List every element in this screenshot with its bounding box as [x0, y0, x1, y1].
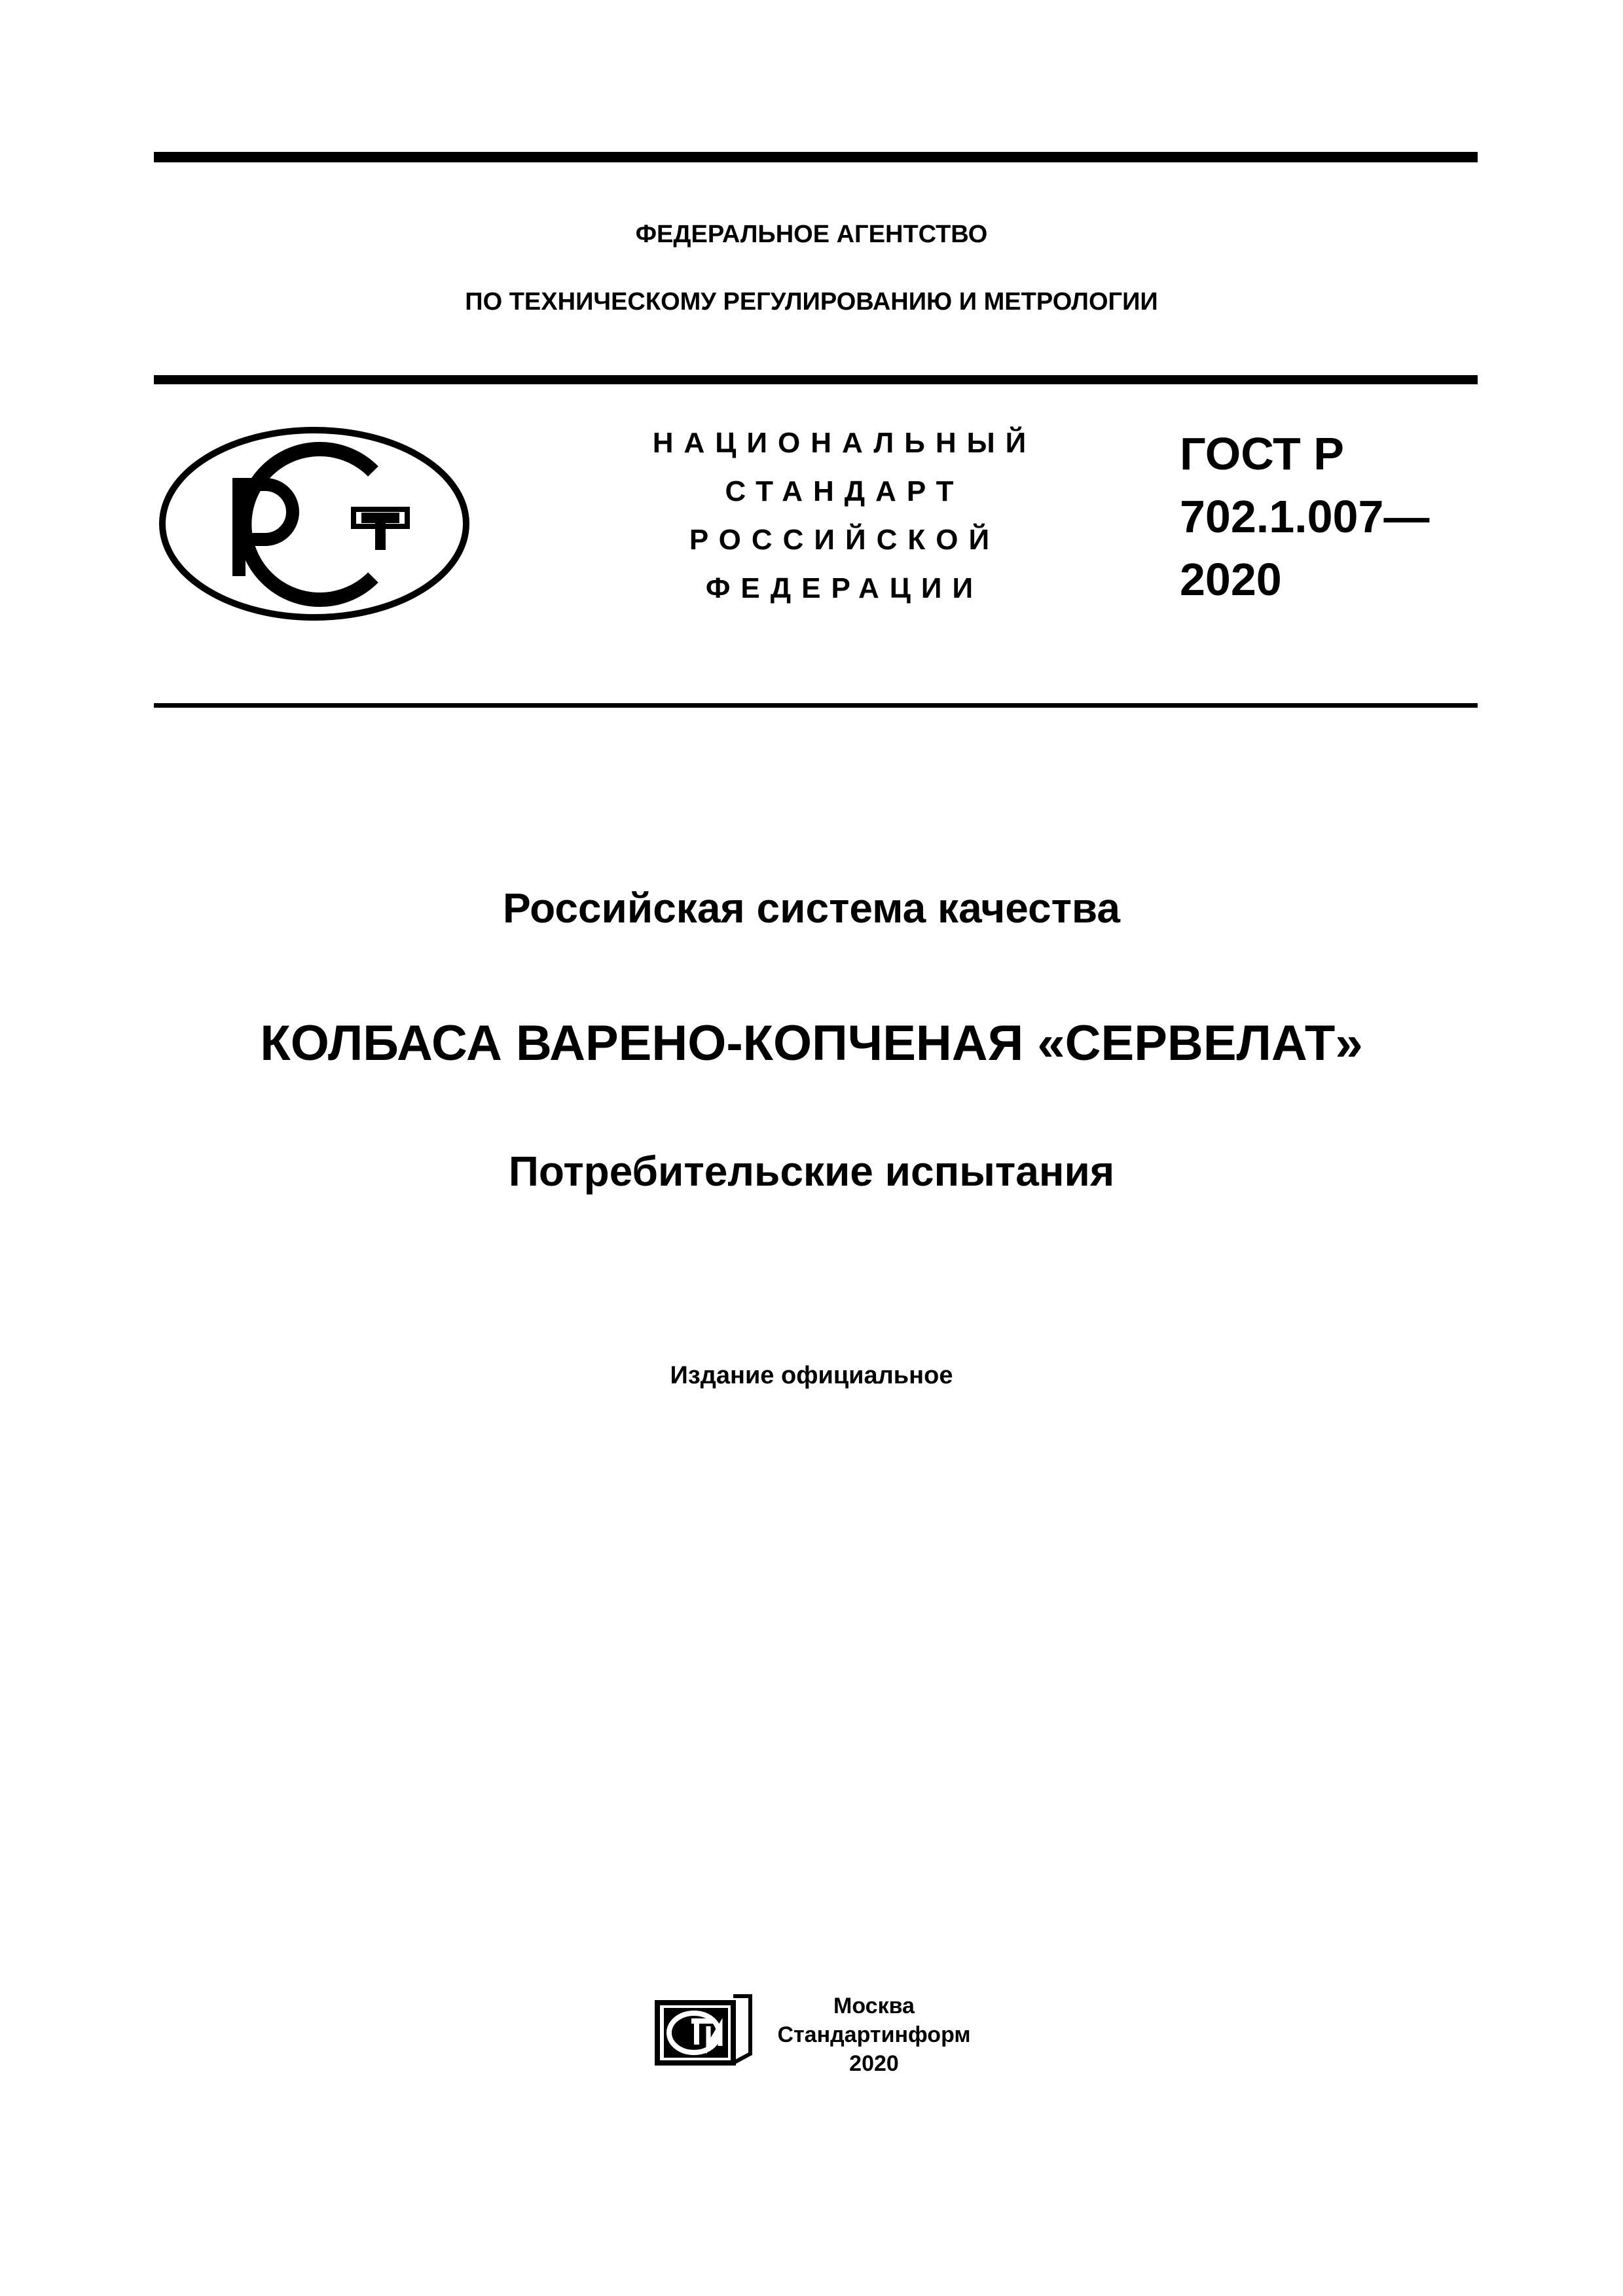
- sub-title: Потребительские испытания: [508, 1148, 1115, 1195]
- designation-line-1: ГОСТ Р: [1180, 428, 1344, 479]
- rst-logo-icon: [157, 426, 471, 622]
- publisher-name: Стандартинформ: [777, 2022, 971, 2047]
- publisher-year: 2020: [849, 2051, 899, 2076]
- designation-line-3: 2020: [1180, 554, 1282, 605]
- lower-rule: [154, 703, 1478, 708]
- standard-designation: [1180, 422, 1429, 611]
- national-standard-line-4: ФЕДЕРАЦИИ: [705, 572, 984, 604]
- main-title: КОЛБАСА ВАРЕНО-КОПЧЕНАЯ «СЕРВЕЛАТ»: [260, 1015, 1363, 1071]
- publisher-block: [763, 1992, 985, 2078]
- standartinform-logo-icon: [655, 1994, 753, 2066]
- publisher-city: Москва: [833, 1994, 915, 2018]
- national-standard-line-3: РОССИЙСКОЙ: [689, 524, 1000, 556]
- national-standard-line-1: НАЦИОНАЛЬНЫЙ: [652, 427, 1037, 459]
- edition-label: Издание официальное: [670, 1362, 953, 1389]
- national-standard-block: [576, 419, 1113, 613]
- national-standard-line-2: СТАНДАРТ: [725, 475, 964, 507]
- system-title: Российская система качества: [502, 884, 1121, 932]
- top-rule: [154, 152, 1478, 162]
- agency-line-1: ФЕДЕРАЛЬНОЕ АГЕНТСТВО: [635, 221, 988, 248]
- designation-line-2: 702.1.007—: [1180, 491, 1430, 542]
- agency-line-2: ПО ТЕХНИЧЕСКОМУ РЕГУЛИРОВАНИЮ И МЕТРОЛОГИИ: [465, 288, 1158, 316]
- middle-rule: [154, 375, 1478, 384]
